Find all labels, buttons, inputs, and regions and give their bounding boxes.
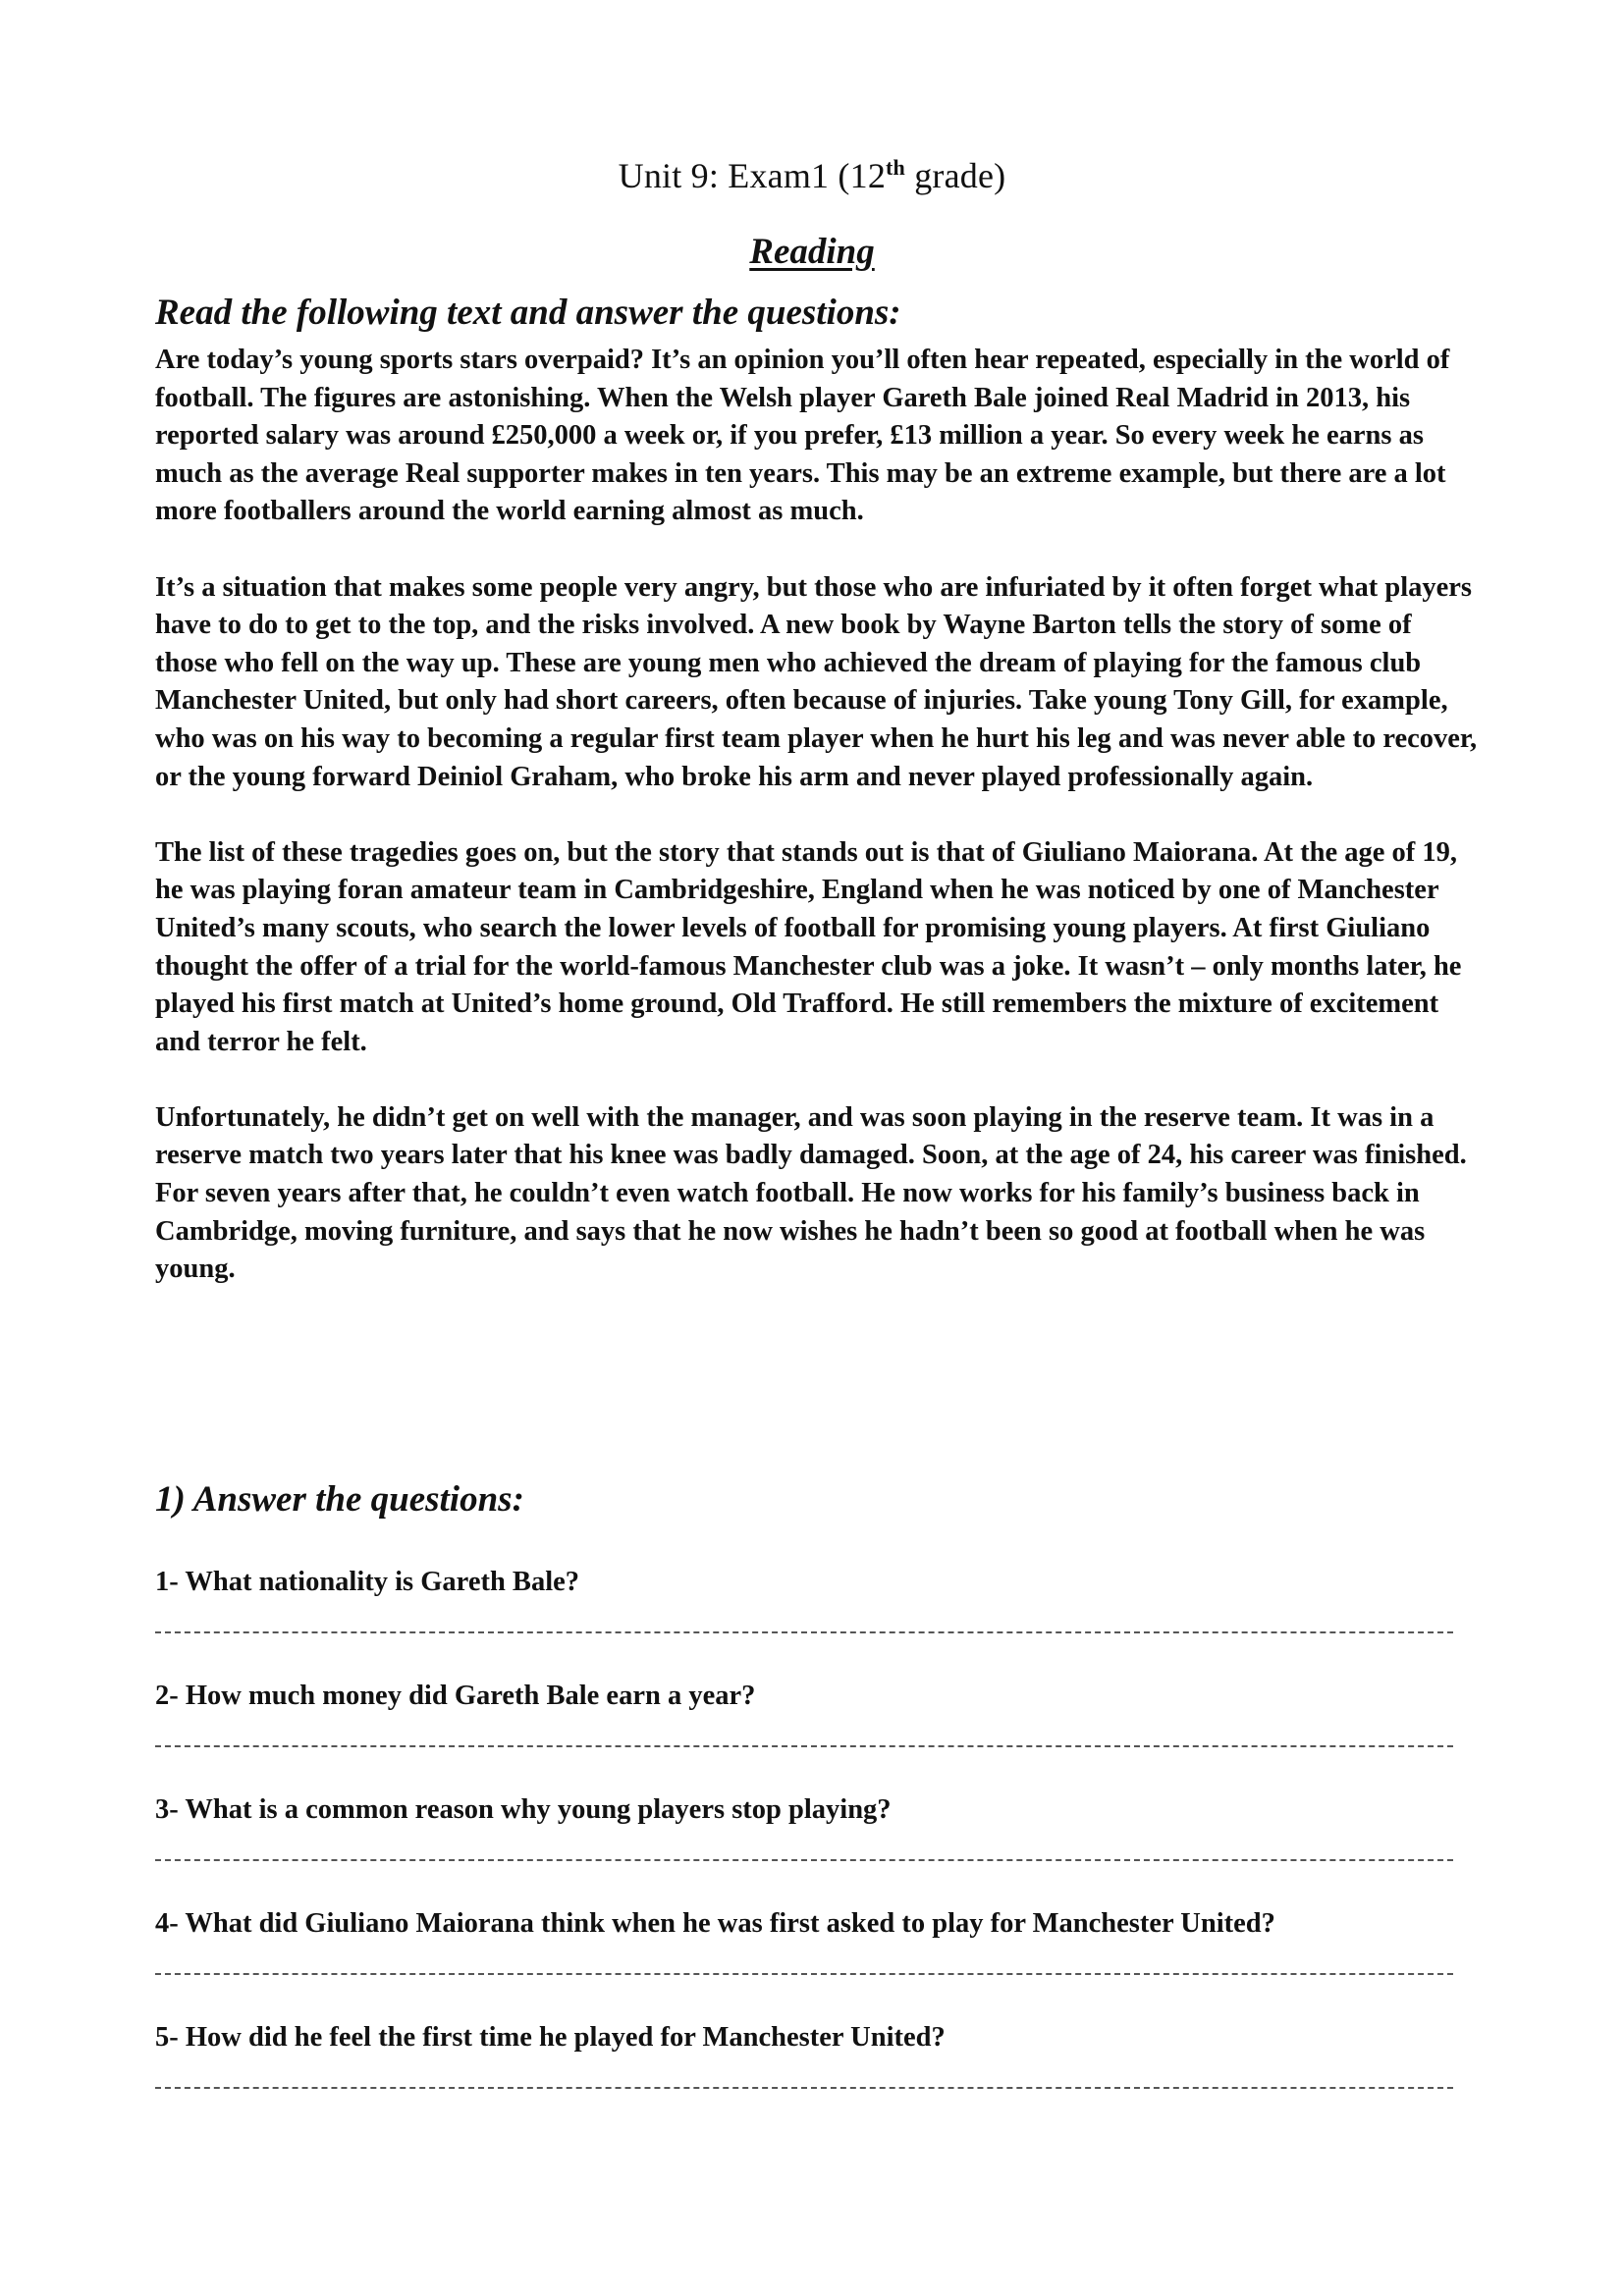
question-text: 4- What did Giuliano Maiorana think when he was first asked to play for Manchester United? xyxy=(155,1908,1275,1939)
answer-line[interactable] xyxy=(155,1973,1453,1975)
answer-line[interactable] xyxy=(155,1631,1453,1633)
question-text: 1- What nationality is Gareth Bale? xyxy=(155,1567,580,1597)
reading-instruction: Read the following text and answer the questions: xyxy=(155,293,901,333)
section-heading-reading: Reading xyxy=(749,232,875,272)
question-item xyxy=(155,1792,1490,1906)
reading-passage xyxy=(155,342,1481,1326)
question-text: 2- How much money did Gareth Bale earn a year? xyxy=(155,1681,756,1711)
title-text-end: grade) xyxy=(905,156,1006,195)
answer-line[interactable] xyxy=(155,2087,1453,2089)
question-text: 5- How did he feel the first time he played for Manchester United? xyxy=(155,2022,946,2053)
questions-heading: 1) Answer the questions: xyxy=(155,1479,524,1520)
question-item xyxy=(155,1906,1490,2020)
question-text: 3- What is a common reason why young players stop playing? xyxy=(155,1794,892,1825)
question-item xyxy=(155,2020,1490,2134)
passage-paragraph: The list of these tragedies goes on, but the story that stands out is that of Giuliano Maiorana. At the age of 19, he was playing foran amateur team in Cambridgeshire, England when he was noticed by one of Manchester United’s many scouts, who search the lower levels of football for promising young players. At first Giuliano thought the offer of a trial for the world-famous Manchester club was a joke. It wasn’t – only months later, he played his first match at United’s home ground, Old Trafford. He still remembers the mixture of excitement and terror he felt. xyxy=(155,836,1462,1057)
title-text: Unit 9: Exam1 (12 xyxy=(618,156,887,195)
page-title xyxy=(0,155,1624,196)
question-item xyxy=(155,1565,1490,1679)
passage-paragraph: Unfortunately, he didn’t get on well with the manager, and was soon playing in the reserve team. It was in a reserve match two years later that his knee was badly damaged. Soon, at the age of 24, his career was finished. For seven years after that, he couldn’t even watch football. He now works for his family’s business back in Cambridge, moving furniture, and says that he now wishes he hadn’t been so good at football when he was young. xyxy=(155,1101,1467,1285)
answer-line[interactable] xyxy=(155,1745,1453,1747)
answer-line[interactable] xyxy=(155,1859,1453,1861)
questions-list xyxy=(155,1565,1490,2134)
passage-paragraph: Are today’s young sports stars overpaid? It’s an opinion you’ll often hear repeated, especially in the world of football. The figures are astonishing. When the Welsh player Gareth Bale joined Real Madrid in 2013, his reported salary was around £250,000 a week or, if you prefer, £13 million a year. So every week he earns as much as the average Real supporter makes in ten years. This may be an extreme example, but there are a lot more footballers around the world earning almost as much. xyxy=(155,345,1450,527)
question-item xyxy=(155,1679,1490,1792)
passage-paragraph: It’s a situation that makes some people very angry, but those who are infuriated by it often forget what players have to do to get to the top, and the risks involved. A new book by Wayne Barton tells the story of some of those who fell on the way up. These are young men who achieved the dream of playing for the famous club Manchester United, but only had short careers, often because of injuries. Take young Tony Gill, for example, who was on his way to becoming a regular first team player when he hurt his leg and was never able to recover, or the young forward Deiniol Graham, who broke his arm and never played professionally again. xyxy=(155,571,1478,792)
title-superscript: th xyxy=(886,155,905,180)
